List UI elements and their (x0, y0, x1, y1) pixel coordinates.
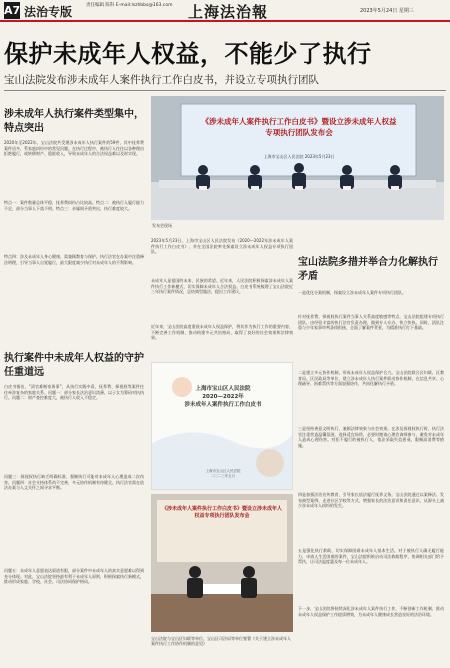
left-section1-title: 涉未成年人执行案件类型集中，特点突出 (4, 109, 144, 134)
signing-backdrop-title: 《涉未成年人案件执行工作白皮书》暨设立涉未成年人权益专项执行团队发布会 (161, 506, 282, 519)
middle-paragraph: 未成年人是祖国的未来，民族的希望。近年来，人民法院积极探索涉未成年人案件执行工作新模式，切实保障未成年人合法权益。白皮书系统梳理了宝山法院近三年执行案件情况，总结典型做法，提出工作建议。 (151, 278, 293, 295)
issue-date: 2023年5月24日 星期三 (360, 8, 414, 14)
left-section2-paragraph: 问题五：未成年人意愿表达渠道有限，部分案件中未成年人的真实意愿难以得到充分体现。对此，宝山法院坚持最有利于未成年人原则，积极探索执行新模式，推动形成家庭、学校、社会、司法协同保护格局。 (4, 568, 144, 585)
right-paragraph: 二是建立多元协作机制，形成未成年人权益保护合力。宝山法院联合区妇联、区教育局、区民政局等单位，建立涉未成年人执行案件联动协作机制，在信息共享、心理疏导、困难帮扶等方面加强协作，共同化解执行矛盾。 (298, 370, 444, 387)
photo-caption: 宝山法院与宝山区妇联等单位、宝山区司法局等单位签署《关于建立涉未成年人案件执行工作协作机制的意见》 (151, 636, 291, 646)
middle-paragraph: 近年来，宝山法院高度重视未成年人权益保护，将其作为执行工作的重要内容，不断完善工作机制，推动构建多元共治格局，取得了良好的社会效果和法律效果。 (151, 324, 293, 341)
newspaper-masthead: 上海法治報 (188, 3, 269, 21)
right-paragraph: 下一步，宝山法院将持续深化涉未成年人案件执行工作，不断创新工作机制，推动未成年人权益保护工作提质增效，为未成年人健康成长营造良好的法治环境。 (298, 606, 444, 617)
left-section2-title: 执行案件中未成年人权益的守护任重道远 (4, 353, 144, 378)
backdrop-title: 《涉未成年人案件执行工作白皮书》暨设立涉未成年人权益专项执行团队发布会 (201, 117, 397, 137)
right-paragraph: 五是强化执行救助，切实保障困难未成年人基本生活。对于被执行人确无履行能力、申请人生活困难的案件，宝山法院积极启动司法救助程序，协调相关部门给予帮扶，让司法温度惠及每一位未成年人。 (298, 548, 444, 565)
section-name: 法治专版 (24, 5, 73, 19)
page-headline: 保护未成年人权益，不能少了执行 (4, 40, 372, 68)
press-conference-photo (151, 96, 444, 220)
right-paragraph: 针对抚养费、探视权执行案件当事人关系高度敏感等特点，宝山法院组建专项执行团队，由经验丰富的执行法官负责办理，做到专人专办、快立快执。同时，团队注重与少年家事审判条线衔接，全面了解案件背景，为精准执行打下基础。 (298, 314, 444, 331)
left-section1-paragraph: 2020年至2022年，宝山法院共受理涉未成年人执行案件约59件，其中抚养费案件居多，系家庭纠纷中的常见问题。在执行过程中，被执行人往往以各种理由拒绝履行，或转移财产、隐匿收入，导致未成年人的合法权益难以及时实现。 (4, 140, 144, 157)
left-section1-paragraph: 特点四：涉及未成年人身心健康，需兼顾教育与保护。执行法官在办案中注重释法明理，引导当事人自觉履行，最大限度减少执行对未成年人的不利影响。 (4, 254, 144, 265)
middle-paragraph: 2023年5月23日，上海市宝山区人民法院发布《2020—2022年涉未成年人案件执行工作白皮书》，并在全国法院率先探索设立涉未成年人权益专项执行团队。 (151, 238, 293, 255)
white-paper-footer: 上海市宝山区人民法院 二〇二三年五月 (205, 469, 241, 478)
page-subheadline: 宝山法院发布涉未成年人案件执行工作白皮书，并设立专项执行团队 (4, 74, 319, 86)
signing-ceremony-photo (151, 494, 293, 632)
page-header (0, 0, 450, 22)
backdrop-subtitle: 上海市宝山区人民法院 2023年5月23日 (263, 154, 335, 159)
divider (4, 90, 446, 91)
white-paper-cover (151, 362, 293, 490)
white-paper-title: 上海市宝山区人民法院 2020—2022年 涉未成年人案件执行工作白皮书 (184, 386, 262, 408)
editor-line: 责任编辑 陈科 E-mail:lszhbbs@163.com (86, 3, 173, 8)
right-paragraph: 三是坚持善意文明执行，兼顾法律效果与社会效果。在涉及探视权执行时，执行法官注重营造温馨氛围，选择适宜场所，必要时邀请心理咨询师参与，避免对未成年人造成心理伤害。对拒不履行的被执行人，依法采取失信惩戒、限制高消费等措施。 (298, 426, 444, 448)
page-number: A7 (4, 4, 21, 17)
right-section-title: 宝山法院多措并举合力化解执行矛盾 (298, 257, 438, 282)
right-paragraph: 一是优化分案机制，探索设立涉未成年人案件专项执行团队。 (298, 290, 406, 295)
left-section1-paragraph: 特点一：案件数量总体平稳，抚养费纠纷占比较高。特点二：被执行人履行能力不足，部分当事人下落不明。特点三：亲属间矛盾突出，执行难度较大。 (4, 200, 144, 211)
left-section2-paragraph: 白皮书指出，“清官难断家务事”，从执行实践中看，抚养费、探视权等案件往往牵涉复杂的家庭关系。问题一：部分家长法治意识淡薄，以子女为筹码对抗执行。问题二：财产查控难度大，被执行人收入不稳定。 (4, 384, 144, 401)
left-section2-paragraph: 问题三：探视权执行缺乏明确标准，强制执行可能对未成年人心理造成二次伤害。问题四：社会支持体系尚不完善，多元协作机制有待健全。执行法官需在依法办案与人文关怀之间寻求平衡。 (4, 474, 144, 491)
photo-caption: 发布会现场 (152, 223, 172, 228)
right-paragraph: 四是加强法治宣传教育，引导家长依法履行抚养义务。宝山法院通过以案释法、发布典型案例、走进社区学校等方式，增强家长的法治意识和责任意识，从源头上减少涉未成年人纠纷的发生。 (298, 492, 444, 509)
editor-info (86, 3, 172, 9)
